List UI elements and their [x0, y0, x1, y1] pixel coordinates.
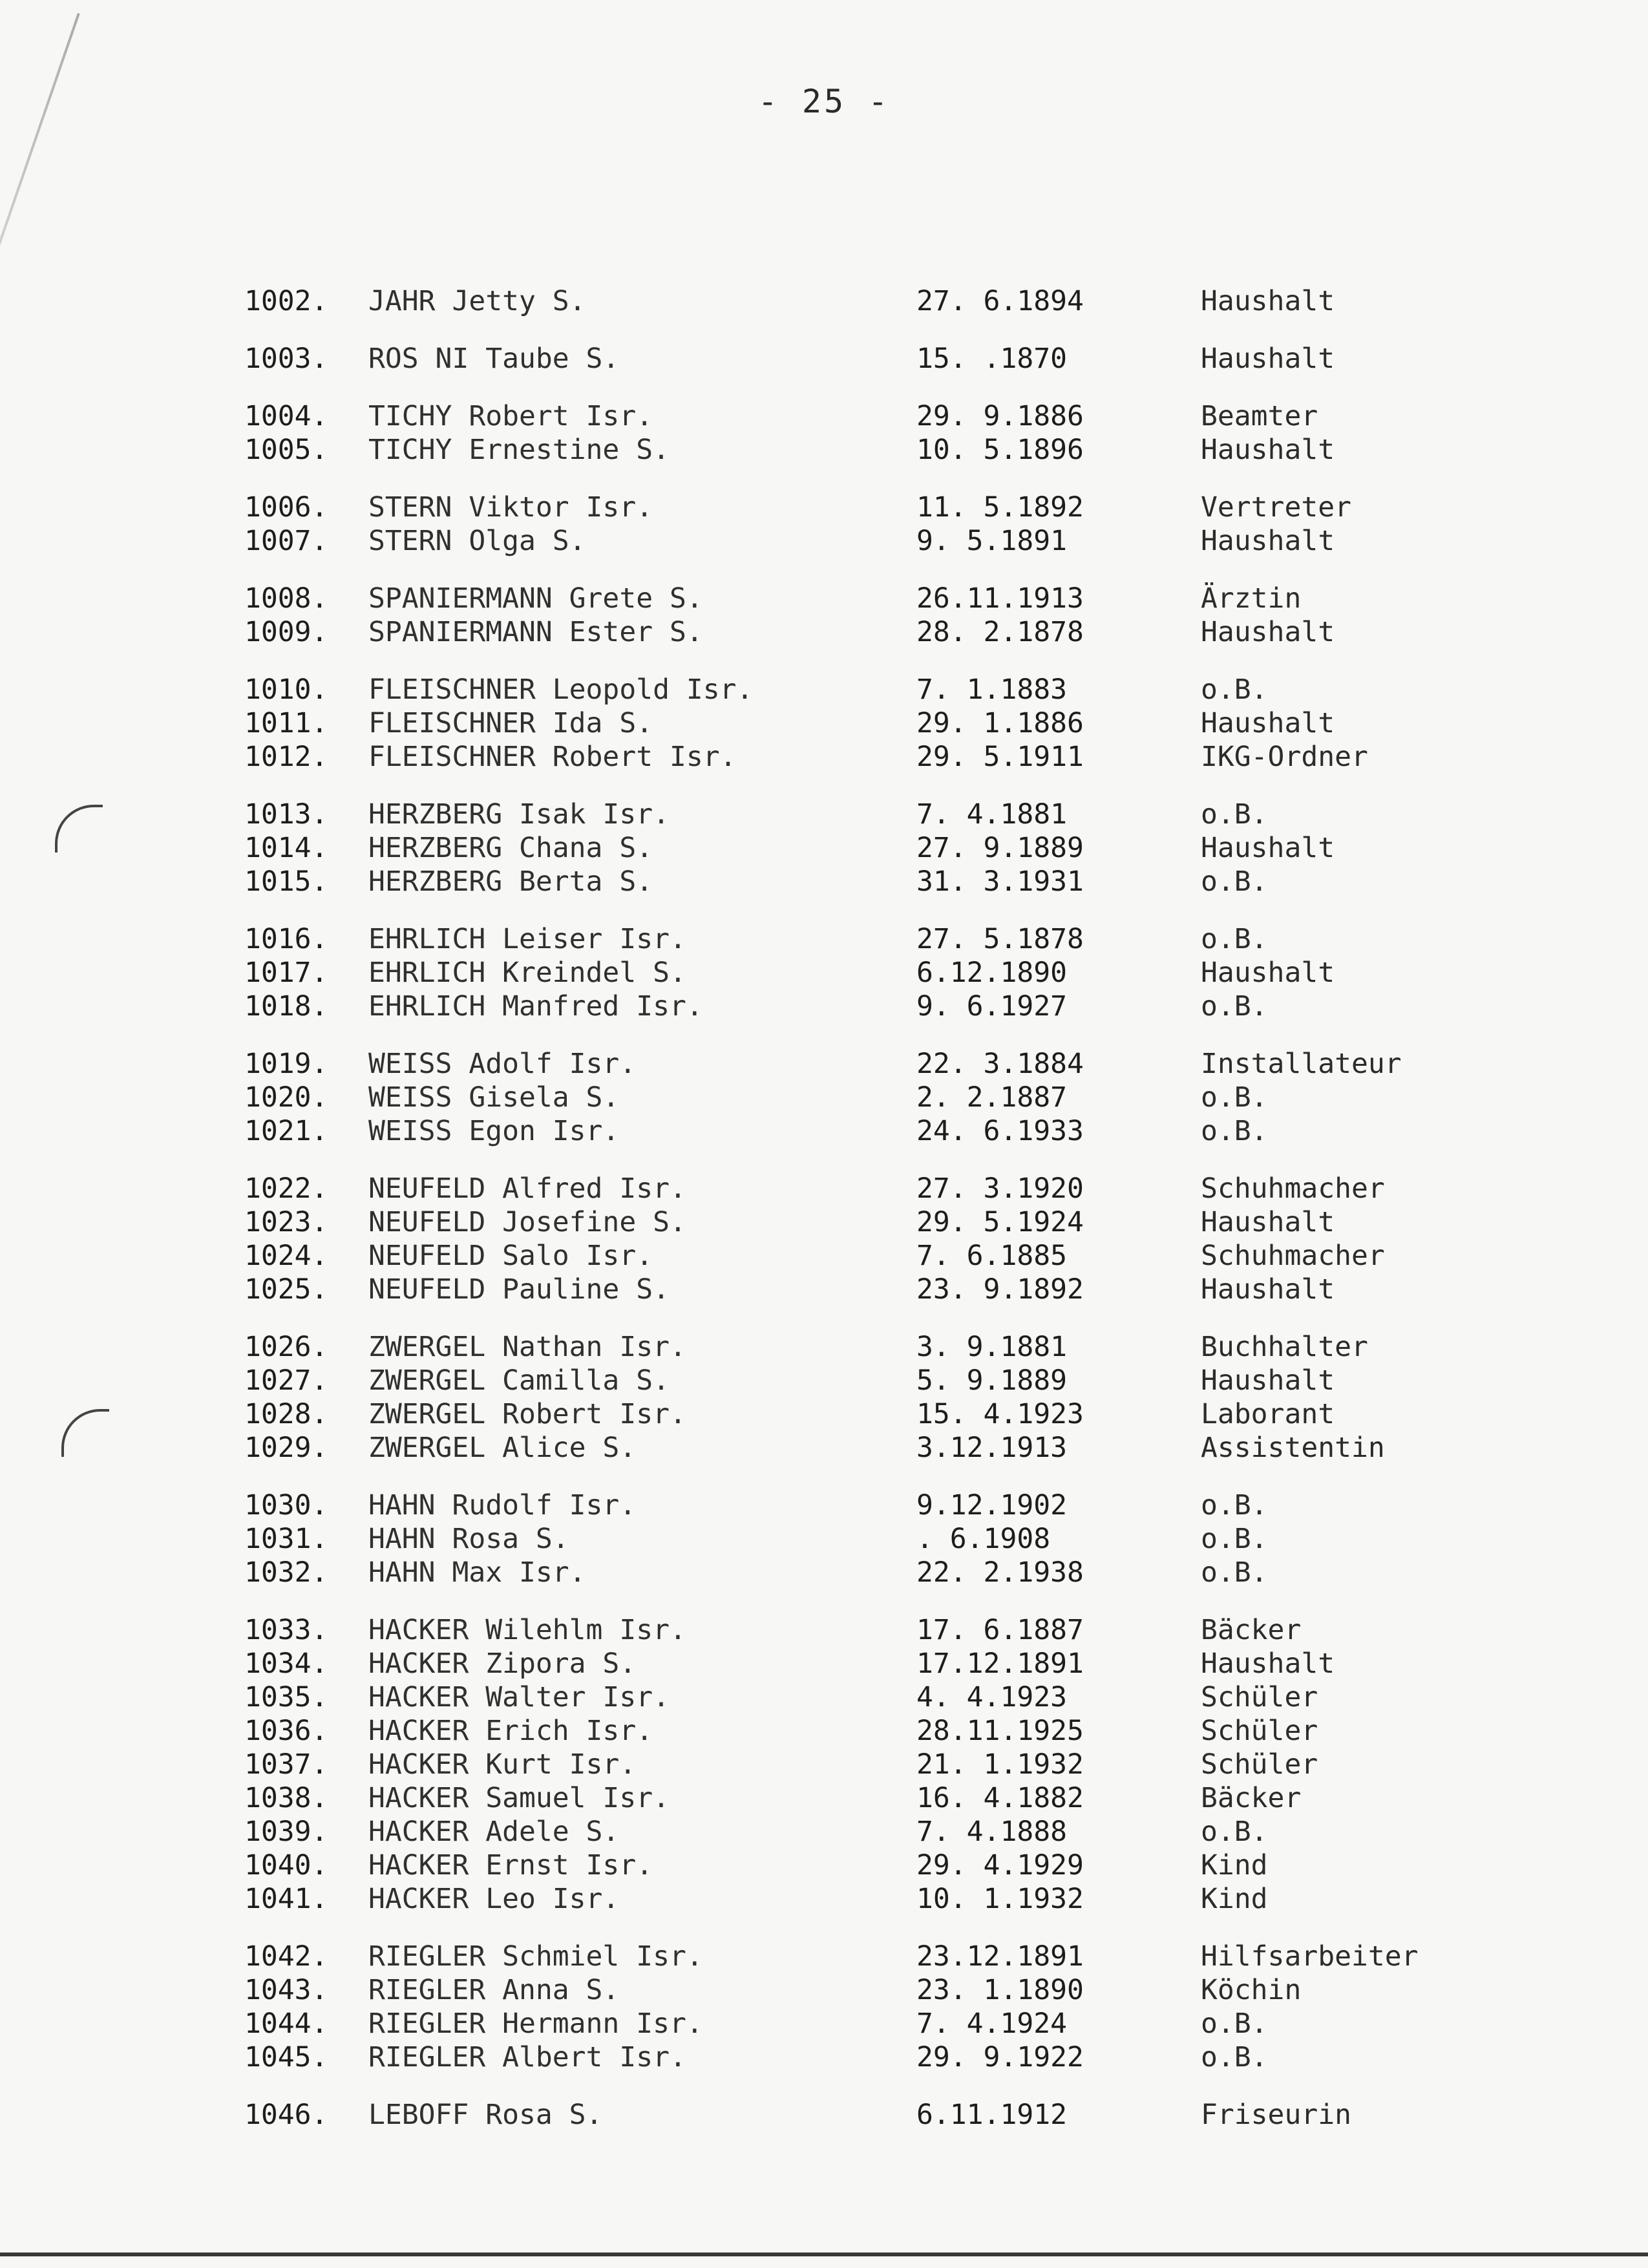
entry-birthdate: 28.11.1925 [916, 1715, 1084, 1747]
entry-group [0, 1613, 1648, 1916]
entry-group [0, 1940, 1648, 2074]
entry-number: 1036. [244, 1715, 328, 1747]
entry-row [0, 1397, 1648, 1431]
entry-row [0, 2007, 1648, 2040]
entry-occupation: Haushalt [1201, 616, 1335, 648]
entry-birthdate: 29. 5.1924 [916, 1206, 1084, 1238]
entry-number: 1011. [244, 707, 328, 739]
entry-number: 1007. [244, 525, 328, 557]
entry-number: 1028. [244, 1398, 328, 1430]
entry-number: 1021. [244, 1115, 328, 1147]
entry-number: 1046. [244, 2099, 328, 2131]
entry-number: 1022. [244, 1172, 328, 1205]
entry-group [0, 399, 1648, 467]
entry-birthdate: 5. 9.1889 [916, 1364, 1067, 1397]
entry-row [0, 491, 1648, 524]
entry-occupation: o.B. [1201, 2008, 1268, 2040]
entry-name: TICHY Robert Isr. [368, 400, 653, 432]
entry-row [0, 1849, 1648, 1882]
entry-name: FLEISCHNER Robert Isr. [368, 741, 737, 773]
entry-number: 1027. [244, 1364, 328, 1397]
entry-row [0, 1748, 1648, 1781]
entry-row [0, 1330, 1648, 1364]
entry-name: SPANIERMANN Grete S. [368, 582, 703, 615]
entry-number: 1026. [244, 1331, 328, 1363]
entry-name: EHRLICH Manfred Isr. [368, 990, 703, 1023]
entry-name: HERZBERG Berta S. [368, 865, 653, 898]
entry-number: 1020. [244, 1081, 328, 1114]
entry-name: RIEGLER Hermann Isr. [368, 2008, 703, 2040]
entry-number: 1041. [244, 1883, 328, 1915]
entry-row [0, 990, 1648, 1023]
entry-birthdate: 6.12.1890 [916, 957, 1067, 989]
entry-name: RIEGLER Albert Isr. [368, 2041, 686, 2073]
entry-name: EHRLICH Kreindel S. [368, 957, 686, 989]
entry-birthdate: 29. 9.1922 [916, 2041, 1084, 2073]
entry-occupation: Schuhmacher [1201, 1172, 1385, 1205]
entry-number: 1016. [244, 923, 328, 955]
entry-row [0, 524, 1648, 558]
entry-number: 1039. [244, 1816, 328, 1848]
entry-name: JAHR Jetty S. [368, 285, 586, 317]
entry-number: 1015. [244, 865, 328, 898]
entry-birthdate: 9. 6.1927 [916, 990, 1067, 1023]
entry-occupation: o.B. [1201, 865, 1268, 898]
entry-occupation: Schüler [1201, 1715, 1318, 1747]
entry-occupation: Haushalt [1201, 1648, 1335, 1680]
entry-birthdate: 11. 5.1892 [916, 491, 1084, 524]
entry-name: FLEISCHNER Ida S. [368, 707, 653, 739]
entry-row [0, 1714, 1648, 1748]
entry-occupation: Haushalt [1201, 832, 1335, 864]
entry-occupation: Haushalt [1201, 343, 1335, 375]
entry-name: HERZBERG Chana S. [368, 832, 653, 864]
entry-number: 1004. [244, 400, 328, 432]
entry-name: ZWERGEL Robert Isr. [368, 1398, 686, 1430]
entry-number: 1019. [244, 1048, 328, 1080]
entry-number: 1010. [244, 673, 328, 706]
entry-name: ZWERGEL Alice S. [368, 1432, 637, 1464]
entry-row [0, 1781, 1648, 1815]
entry-name: ZWERGEL Nathan Isr. [368, 1331, 686, 1363]
entry-occupation: o.B. [1201, 990, 1268, 1023]
entry-name: EHRLICH Leiser Isr. [368, 923, 686, 955]
entry-group [0, 1172, 1648, 1306]
entry-number: 1006. [244, 491, 328, 524]
entry-name: HACKER Walter Isr. [368, 1681, 670, 1713]
entry-occupation: Installateur [1201, 1048, 1402, 1080]
entry-number: 1005. [244, 434, 328, 466]
entry-name: TICHY Ernestine S. [368, 434, 670, 466]
entry-number: 1017. [244, 957, 328, 989]
entry-name: HACKER Erich Isr. [368, 1715, 653, 1747]
page-number: - 25 - [757, 83, 891, 120]
entry-occupation: o.B. [1201, 798, 1268, 831]
entry-group [0, 582, 1648, 649]
entry-number: 1008. [244, 582, 328, 615]
entry-name: LEBOFF Rosa S. [368, 2099, 603, 2131]
entry-row [0, 1114, 1648, 1148]
entry-birthdate: 7. 4.1888 [916, 1816, 1067, 1848]
entry-number: 1035. [244, 1681, 328, 1713]
entry-name: WEISS Adolf Isr. [368, 1048, 637, 1080]
entry-occupation: Friseurin [1201, 2099, 1351, 2131]
entry-occupation: Vertreter [1201, 491, 1351, 524]
entry-group [0, 491, 1648, 558]
entry-number: 1040. [244, 1849, 328, 1881]
entry-occupation: Schuhmacher [1201, 1240, 1385, 1272]
entry-birthdate: 23.12.1891 [916, 1940, 1084, 1973]
entry-birthdate: 9. 5.1891 [916, 525, 1067, 557]
entry-occupation: Haushalt [1201, 525, 1335, 557]
entry-occupation: Haushalt [1201, 1206, 1335, 1238]
entry-row [0, 582, 1648, 615]
entry-number: 1045. [244, 2041, 328, 2073]
entry-occupation: o.B. [1201, 2041, 1268, 2073]
entry-birthdate: 27. 5.1878 [916, 923, 1084, 955]
entry-row [0, 1172, 1648, 1205]
entry-group [0, 2098, 1648, 2132]
entry-birthdate: . 6.1908 [916, 1523, 1051, 1555]
entry-birthdate: 29. 1.1886 [916, 707, 1084, 739]
entry-row [0, 1205, 1648, 1239]
entry-name: HACKER Zipora S. [368, 1648, 637, 1680]
entry-row [0, 706, 1648, 740]
entry-birthdate: 17.12.1891 [916, 1648, 1084, 1680]
entry-occupation: IKG-Ordner [1201, 741, 1368, 773]
entry-row [0, 831, 1648, 865]
entry-row [0, 1680, 1648, 1714]
entry-name: SPANIERMANN Ester S. [368, 616, 703, 648]
entry-list [0, 284, 1648, 2156]
entry-number: 1034. [244, 1648, 328, 1680]
entry-number: 1014. [244, 832, 328, 864]
entry-occupation: o.B. [1201, 673, 1268, 706]
entry-name: STERN Viktor Isr. [368, 491, 653, 524]
entry-number: 1018. [244, 990, 328, 1023]
entry-group [0, 1330, 1648, 1465]
entry-name: FLEISCHNER Leopold Isr. [368, 673, 754, 706]
entry-group [0, 922, 1648, 1023]
entry-number: 1031. [244, 1523, 328, 1555]
entry-number: 1013. [244, 798, 328, 831]
entry-row [0, 1239, 1648, 1273]
entry-occupation: o.B. [1201, 1081, 1268, 1114]
entry-row [0, 956, 1648, 990]
entry-occupation: Laborant [1201, 1398, 1335, 1430]
entry-birthdate: 10. 1.1932 [916, 1883, 1084, 1915]
entry-row [0, 615, 1648, 649]
entry-number: 1030. [244, 1489, 328, 1521]
entry-name: ZWERGEL Camilla S. [368, 1364, 670, 1397]
entry-row [0, 1273, 1648, 1306]
entry-birthdate: 2. 2.1887 [916, 1081, 1067, 1114]
entry-occupation: Bäcker [1201, 1782, 1302, 1814]
entry-name: HAHN Rudolf Isr. [368, 1489, 637, 1521]
entry-row [0, 922, 1648, 956]
entry-row [0, 1081, 1648, 1114]
entry-number: 1043. [244, 1974, 328, 2006]
entry-group [0, 284, 1648, 318]
entry-number: 1037. [244, 1748, 328, 1781]
entry-number: 1042. [244, 1940, 328, 1973]
entry-row [0, 1556, 1648, 1589]
entry-row [0, 798, 1648, 831]
entry-name: HAHN Rosa S. [368, 1523, 569, 1555]
entry-birthdate: 29. 5.1911 [916, 741, 1084, 773]
entry-birthdate: 15. .1870 [916, 343, 1067, 375]
entry-number: 1033. [244, 1614, 328, 1646]
entry-row [0, 673, 1648, 706]
entry-group [0, 1489, 1648, 1589]
entry-birthdate: 29. 4.1929 [916, 1849, 1084, 1881]
entry-number: 1025. [244, 1273, 328, 1306]
entry-occupation: Kind [1201, 1849, 1268, 1881]
entry-row [0, 1431, 1648, 1465]
entry-occupation: o.B. [1201, 923, 1268, 955]
entry-row [0, 1489, 1648, 1522]
entry-number: 1002. [244, 285, 328, 317]
pencil-stroke [0, 13, 80, 289]
entry-occupation: Haushalt [1201, 1364, 1335, 1397]
entry-birthdate: 22. 3.1884 [916, 1048, 1084, 1080]
entry-birthdate: 15. 4.1923 [916, 1398, 1084, 1430]
entry-name: NEUFELD Pauline S. [368, 1273, 670, 1306]
entry-birthdate: 10. 5.1896 [916, 434, 1084, 466]
entry-name: ROS NI Taube S. [368, 343, 620, 375]
entry-occupation: Köchin [1201, 1974, 1302, 2006]
entry-occupation: Beamter [1201, 400, 1318, 432]
entry-birthdate: 7. 4.1881 [916, 798, 1067, 831]
entry-occupation: Assistentin [1201, 1432, 1385, 1464]
entry-number: 1024. [244, 1240, 328, 1272]
entry-group [0, 798, 1648, 898]
entry-row [0, 433, 1648, 467]
entry-name: HACKER Samuel Isr. [368, 1782, 670, 1814]
entry-birthdate: 27. 3.1920 [916, 1172, 1084, 1205]
entry-number: 1032. [244, 1556, 328, 1589]
entry-birthdate: 6.11.1912 [916, 2099, 1067, 2131]
entry-occupation: Haushalt [1201, 707, 1335, 739]
entry-row [0, 1882, 1648, 1916]
entry-occupation: Haushalt [1201, 957, 1335, 989]
entry-name: NEUFELD Alfred Isr. [368, 1172, 686, 1205]
entry-number: 1023. [244, 1206, 328, 1238]
entry-occupation: o.B. [1201, 1115, 1268, 1147]
entry-name: STERN Olga S. [368, 525, 586, 557]
entry-birthdate: 4. 4.1923 [916, 1681, 1067, 1713]
entry-name: HERZBERG Isak Isr. [368, 798, 670, 831]
entry-row [0, 1815, 1648, 1849]
entry-row [0, 1364, 1648, 1397]
entry-birthdate: 9.12.1902 [916, 1489, 1067, 1521]
page-edge [0, 2252, 1648, 2256]
entry-birthdate: 7. 4.1924 [916, 2008, 1067, 2040]
entry-occupation: Haushalt [1201, 434, 1335, 466]
entry-birthdate: 23. 9.1892 [916, 1273, 1084, 1306]
entry-row [0, 1613, 1648, 1647]
entry-group [0, 1047, 1648, 1148]
entry-birthdate: 31. 3.1931 [916, 865, 1084, 898]
entry-birthdate: 27. 6.1894 [916, 285, 1084, 317]
entry-name: WEISS Gisela S. [368, 1081, 620, 1114]
entry-occupation: Haushalt [1201, 1273, 1335, 1306]
entry-birthdate: 22. 2.1938 [916, 1556, 1084, 1589]
entry-occupation: Kind [1201, 1883, 1268, 1915]
entry-number: 1029. [244, 1432, 328, 1464]
entry-number: 1012. [244, 741, 328, 773]
entry-birthdate: 26.11.1913 [916, 582, 1084, 615]
entry-birthdate: 3. 9.1881 [916, 1331, 1067, 1363]
entry-name: HACKER Kurt Isr. [368, 1748, 637, 1781]
entry-name: HACKER Leo Isr. [368, 1883, 620, 1915]
entry-birthdate: 21. 1.1932 [916, 1748, 1084, 1781]
entry-row [0, 1973, 1648, 2007]
entry-birthdate: 17. 6.1887 [916, 1614, 1084, 1646]
entry-number: 1009. [244, 616, 328, 648]
entry-row [0, 399, 1648, 433]
entry-row [0, 2098, 1648, 2132]
entry-row [0, 1647, 1648, 1680]
entry-row [0, 1047, 1648, 1081]
entry-birthdate: 7. 6.1885 [916, 1240, 1067, 1272]
entry-row [0, 342, 1648, 376]
entry-occupation: o.B. [1201, 1489, 1268, 1521]
entry-number: 1038. [244, 1782, 328, 1814]
entry-occupation: o.B. [1201, 1523, 1268, 1555]
entry-number: 1044. [244, 2008, 328, 2040]
entry-birthdate: 28. 2.1878 [916, 616, 1084, 648]
entry-name: HACKER Ernst Isr. [368, 1849, 653, 1881]
entry-occupation: Buchhalter [1201, 1331, 1368, 1363]
entry-row [0, 2040, 1648, 2074]
entry-occupation: Ärztin [1201, 582, 1302, 615]
entry-name: WEISS Egon Isr. [368, 1115, 620, 1147]
entry-occupation: Haushalt [1201, 285, 1335, 317]
entry-name: HACKER Adele S. [368, 1816, 620, 1848]
entry-name: RIEGLER Anna S. [368, 1974, 620, 2006]
entry-row [0, 284, 1648, 318]
entry-name: NEUFELD Salo Isr. [368, 1240, 653, 1272]
entry-row [0, 865, 1648, 898]
entry-birthdate: 24. 6.1933 [916, 1115, 1084, 1147]
entry-birthdate: 29. 9.1886 [916, 400, 1084, 432]
entry-birthdate: 7. 1.1883 [916, 673, 1067, 706]
entry-birthdate: 27. 9.1889 [916, 832, 1084, 864]
entry-name: RIEGLER Schmiel Isr. [368, 1940, 703, 1973]
entry-occupation: Schüler [1201, 1748, 1318, 1781]
entry-occupation: Schüler [1201, 1681, 1318, 1713]
entry-row [0, 740, 1648, 774]
entry-name: HAHN Max Isr. [368, 1556, 586, 1589]
entry-row [0, 1522, 1648, 1556]
entry-group [0, 673, 1648, 774]
entry-occupation: o.B. [1201, 1556, 1268, 1589]
entry-occupation: Hilfsarbeiter [1201, 1940, 1419, 1973]
entry-row [0, 1940, 1648, 1973]
entry-group [0, 342, 1648, 376]
entry-occupation: Bäcker [1201, 1614, 1302, 1646]
entry-name: NEUFELD Josefine S. [368, 1206, 686, 1238]
entry-birthdate: 3.12.1913 [916, 1432, 1067, 1464]
entry-name: HACKER Wilehlm Isr. [368, 1614, 686, 1646]
entry-birthdate: 16. 4.1882 [916, 1782, 1084, 1814]
entry-occupation: o.B. [1201, 1816, 1268, 1848]
entry-birthdate: 23. 1.1890 [916, 1974, 1084, 2006]
entry-number: 1003. [244, 343, 328, 375]
